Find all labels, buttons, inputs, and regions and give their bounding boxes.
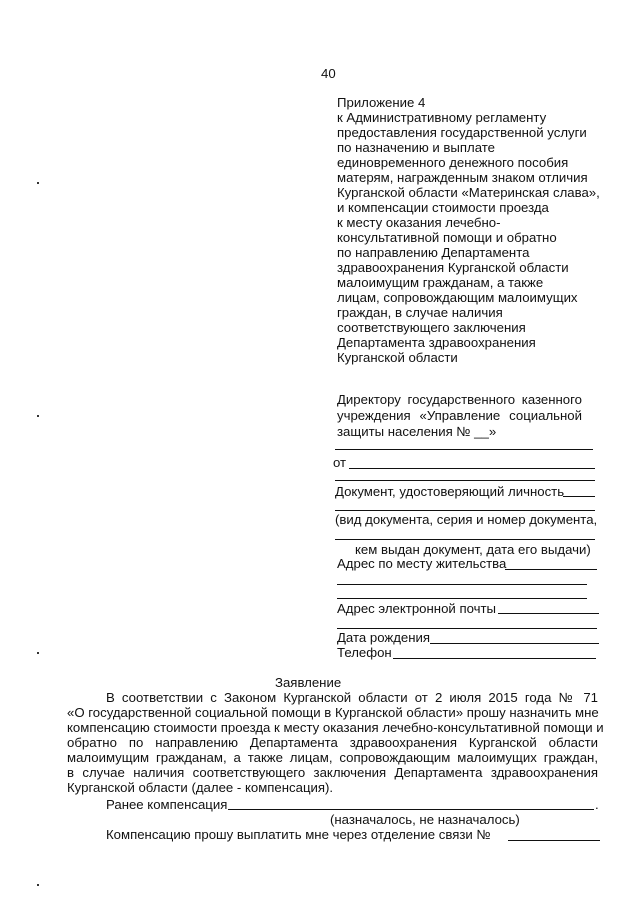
appendix-line: малоимущим гражданам, а также: [337, 275, 544, 290]
statement-line: В соответствии с Законом Курганской области от 2 июля 2015 года № 71: [106, 690, 598, 705]
blank-line[interactable]: [337, 628, 597, 629]
appendix-line: здравоохранения Курганской области: [337, 260, 569, 275]
id-document-hint: (вид документа, серия и номер документа,: [335, 512, 598, 527]
appendix-line: и компенсации стоимости проезда: [337, 200, 549, 215]
appendix-line: лицам, сопровождающим малоимущих: [337, 290, 578, 305]
page-number: 40: [321, 66, 336, 81]
address-field[interactable]: [505, 569, 597, 570]
previous-compensation-hint: (назначалось, не назначалось): [330, 812, 520, 827]
phone-field[interactable]: [393, 658, 596, 659]
email-field[interactable]: [498, 613, 599, 614]
addressee-line: Директору государственного казенного: [337, 392, 582, 407]
addressee-line: учреждения «Управление социальной: [337, 408, 582, 423]
statement-line: в случае наличия соответствующего заключения Департамента здравоохранения: [67, 765, 598, 780]
previous-compensation-label: Ранее компенсация: [106, 797, 228, 812]
address-field-line[interactable]: [337, 598, 587, 599]
appendix-line: Приложение 4: [337, 95, 426, 110]
previous-compensation-end: .: [595, 797, 599, 812]
blank-line[interactable]: [335, 480, 595, 481]
statement-line: обратно по направлению Департамента здравоохранения Курганской области: [67, 735, 598, 750]
appendix-line: Департамента здравоохранения: [337, 335, 536, 350]
birth-date-label: Дата рождения: [337, 630, 431, 645]
scan-speck: [37, 182, 39, 184]
addressee-line: защиты населения № __»: [337, 424, 497, 439]
email-label: Адрес электронной почты: [337, 601, 497, 616]
birth-date-field[interactable]: [430, 643, 599, 644]
address-field-line[interactable]: [337, 584, 587, 585]
id-document-field[interactable]: [563, 496, 595, 497]
appendix-line: матерям, награжденным знаком отличия: [337, 170, 588, 185]
id-document-hint: кем выдан документ, дата его выдачи): [355, 542, 591, 557]
from-label: от: [333, 455, 347, 470]
payment-office-label: Компенсацию прошу выплатить мне через отделение связи №: [106, 827, 491, 842]
statement-line: компенсацию стоимости проезда к месту оказания лечебно-консультативной помощи и: [67, 720, 604, 735]
appendix-line: по направлению Департамента: [337, 245, 530, 260]
appendix-line: Курганской области: [337, 350, 458, 365]
appendix-line: соответствующего заключения: [337, 320, 526, 335]
address-label: Адрес по месту жительства: [337, 556, 507, 571]
scan-speck: [37, 415, 39, 417]
statement-line: «О государственной социальной помощи в Курганской области» прошу назначить мне: [67, 705, 599, 720]
appendix-line: единовременного денежного пособия: [337, 155, 569, 170]
appendix-line: граждан, в случае наличия: [337, 305, 503, 320]
appendix-line: к Административному регламенту: [337, 110, 547, 125]
appendix-line: консультативной помощи и обратно: [337, 230, 557, 245]
appendix-line: Курганской области «Материнская слава»,: [337, 185, 600, 200]
previous-compensation-field[interactable]: [228, 809, 594, 810]
scan-speck: [37, 652, 39, 654]
statement-title: Заявление: [275, 675, 342, 690]
statement-line: малоимущим гражданам, а также лицам, сопровождающим малоимущих граждан,: [67, 750, 598, 765]
statement-line: Курганской области (далее - компенсация).: [67, 780, 334, 795]
appendix-line: предоставления государственной услуги: [337, 125, 587, 140]
blank-line[interactable]: [335, 510, 595, 511]
id-document-label: Документ, удостоверяющий личность: [335, 484, 565, 499]
phone-label: Телефон: [337, 645, 392, 660]
from-field[interactable]: [349, 468, 595, 469]
blank-line[interactable]: [335, 539, 595, 540]
appendix-line: по назначению и выплате: [337, 140, 496, 155]
appendix-line: к месту оказания лечебно-: [337, 215, 501, 230]
scan-speck: [37, 884, 39, 886]
blank-line[interactable]: [335, 449, 593, 450]
payment-office-field[interactable]: [508, 840, 600, 841]
